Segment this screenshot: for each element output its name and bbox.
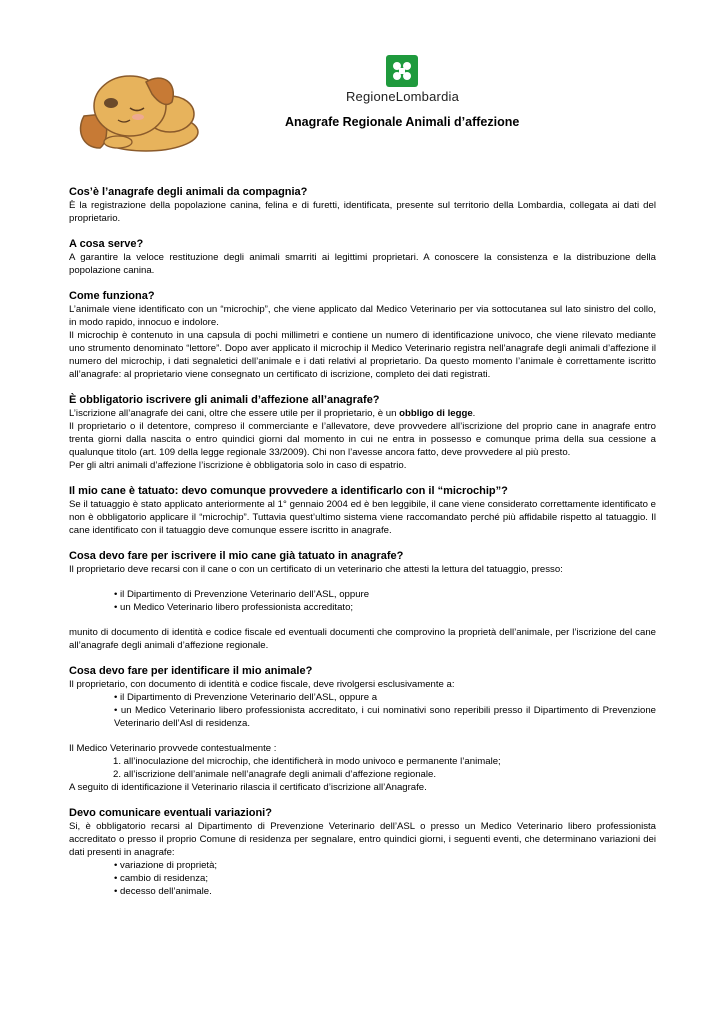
- paragraph: [69, 407, 656, 420]
- section-heading: Cos’è l’anagrafe degli animali da compagnia?: [69, 186, 308, 198]
- section-register-tattooed: [69, 549, 656, 652]
- list-item: • variazione di proprietà;: [114, 860, 218, 871]
- paragraph: A garantire la veloce restituzione degli animali smarriti ai legittimi proprietari. A conoscere la consistenza e la distribuzione della popolazione canina.: [69, 252, 656, 276]
- section-identify: [69, 664, 656, 794]
- section-heading: Il mio cane è tatuato: devo comunque provvedere a identificarlo con il “microchip”?: [69, 485, 508, 497]
- section-heading: A cosa serve?: [69, 238, 144, 250]
- legal-obligation-emphasis: obbligo di legge: [399, 408, 473, 419]
- bullet-list: [69, 691, 656, 730]
- paragraph: Il Medico Veterinario provvede contestualmente :: [69, 743, 277, 754]
- spacer: [69, 576, 656, 588]
- spacer: [69, 614, 656, 626]
- paragraph: Il proprietario o il detentore, compreso il commerciante e l’allevatore, deve provvedere all’iscrizione del proprio cane in anagrafe entro trenta giorni dalla nascita o entro quindici giorni dal momento in cui ne entra in possesso e comunque prima della sua cessione a qualunque titolo (art. 109 della legge regionale 33/2009). Chi non l’avesse ancora fatto, deve provvedere al più presto.: [69, 421, 656, 458]
- section-variations: [69, 806, 656, 898]
- list-item: • decesso dell’animale.: [114, 886, 212, 897]
- list-item: • il Dipartimento di Prevenzione Veterinario dell’ASL, oppure: [114, 589, 370, 600]
- list-item: • il Dipartimento di Prevenzione Veterinario dell’ASL, oppure a: [114, 692, 378, 703]
- list-item: • cambio di residenza;: [114, 873, 209, 884]
- bullet-list: [69, 859, 656, 898]
- paragraph: A seguito di identificazione il Veterinario rilascia il certificato d’iscrizione all’Anagrafe.: [69, 782, 427, 793]
- paragraph-text: .: [472, 408, 476, 419]
- section-heading: Cosa devo fare per identificare il mio animale?: [69, 665, 313, 677]
- logo-text: RegioneLombardia: [345, 89, 460, 104]
- paragraph: Il proprietario, con documento di identità e codice fiscale, deve rivolgersi esclusivamente a:: [69, 679, 455, 690]
- paragraph: Se il tatuaggio è stato applicato anteriormente al 1° gennaio 2004 ed è ben leggibile, il cane viene considerato correttamente identificato e non è obbligatorio applicare il “microchip”. Tuttavia quest’ultimo sistema viene raccomandato perché più affidabile rispetto al tatuaggio. Il cane identificato con il tatuaggio deve comunque essere iscritto in anagrafe.: [69, 499, 656, 536]
- section-heading: È obbligatorio iscrivere gli animali d’affezione all’anagrafe?: [69, 394, 380, 406]
- document-body: [69, 185, 656, 898]
- section-purpose: [69, 237, 656, 277]
- section-tattooed-dog: [69, 484, 656, 537]
- paragraph: Il microchip è contenuto in una capsula di pochi millimetri e contiene un numero di identificazione univoco, che viene rilevato mediante uno strumento denominato “lettore”. Dopo aver applicato il microchip il Medico Veterinario registra nell’anagrafe degli animali d’affezione il numero del microchip, i dati segnaletici dell’animale e i dati relativi al proprietario. Da questo momento l’animale è correttamente iscritto all’anagrafe: al proprietario viene consegnato un certificato di iscrizione, completo dei dati registrati.: [69, 330, 656, 380]
- paragraph: Si, è obbligatorio recarsi al Dipartimento di Prevenzione Veterinario dell’ASL o presso un Medico Veterinario libero professionista accreditato o presso il proprio Comune di residenza per segnalare, entro quindici giorni, i seguenti eventi, che determinano variazioni dei dati presenti in anagrafe:: [69, 821, 656, 858]
- paragraph: L’animale viene identificato con un “microchip”, che viene applicato dal Medico Veterinario per via sottocutanea sul lato sinistro del collo, in modo rapido, innocuo e indolore.: [69, 304, 656, 328]
- section-what-is: [69, 185, 656, 225]
- section-heading: Come funziona?: [69, 290, 155, 302]
- spacer: [69, 730, 656, 742]
- list-item: • un Medico Veterinario libero professionista accreditato, i cui nominativi sono reperibili presso il Dipartimento di Prevenzione Veterinario dell’Asl di residenza.: [114, 705, 656, 729]
- paragraph: munito di documento di identità e codice fiscale ed eventuali documenti che comprovino la proprietà dell’animale, per l’iscrizione del cane all’anagrafe degli animali d’affezione regionale.: [69, 627, 656, 651]
- section-heading: Cosa devo fare per iscrivere il mio cane già tatuato in anagrafe?: [69, 550, 404, 562]
- numbered-list: [69, 755, 656, 781]
- paragraph: È la registrazione della popolazione canina, felina e di furetti, identificata, presente sul territorio della Lombardia, collegata ai dati del proprietario.: [69, 200, 656, 224]
- list-item: 2. all’iscrizione dell’animale nell’anagrafe degli animali d’affezione regionale.: [113, 769, 437, 780]
- paragraph: Il proprietario deve recarsi con il cane o con un certificato di un veterinario che attesti la lettura del tatuaggio, presso:: [69, 564, 563, 575]
- section-how-it-works: [69, 289, 656, 381]
- paragraph-text: L’iscrizione all’anagrafe dei cani, oltre che essere utile per il proprietario, è un: [69, 408, 400, 419]
- list-item: 1. all’inoculazione del microchip, che identificherà in modo univoco e permanente l’animale;: [113, 756, 501, 767]
- sleeping-puppy-illustration: [74, 68, 202, 154]
- document-title: Anagrafe Regionale Animali d’affezione: [285, 115, 520, 129]
- regione-lombardia-logo-icon: [386, 55, 418, 87]
- section-obligation: [69, 393, 656, 472]
- section-heading: Devo comunicare eventuali variazioni?: [69, 807, 272, 819]
- bullet-list: [69, 588, 656, 614]
- list-item: • un Medico Veterinario libero professionista accreditato;: [114, 602, 354, 613]
- paragraph: Per gli altri animali d’affezione l’iscrizione è obbligatoria solo in caso di espatrio.: [69, 460, 407, 471]
